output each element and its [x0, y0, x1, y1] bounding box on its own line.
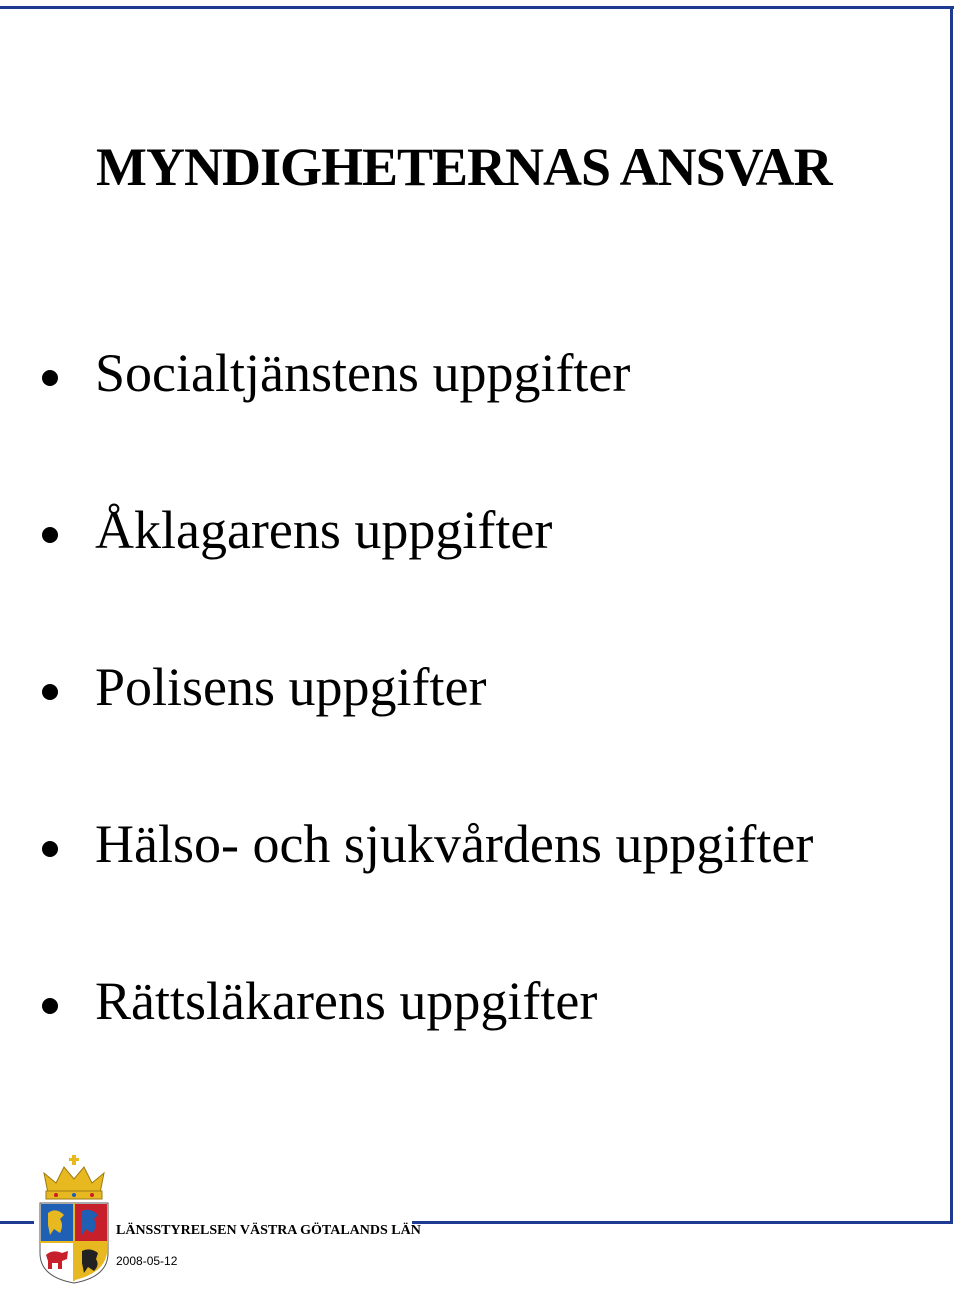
bullet-text: Hälso- och sjukvårdens uppgifter	[95, 814, 814, 874]
coat-of-arms-icon	[34, 1155, 114, 1285]
bullet-icon	[42, 527, 58, 543]
bullet-icon	[42, 841, 58, 857]
organization-name: LÄNSSTYRELSEN VÄSTRA GÖTALANDS LÄN	[116, 1223, 421, 1238]
slide-title: MYNDIGHETERNAS ANSVAR	[96, 137, 832, 197]
bullet-text: Socialtjänstens uppgifter	[95, 343, 631, 403]
bullet-icon	[42, 684, 58, 700]
bullet-icon	[42, 370, 58, 386]
bullet-text: Rättsläkarens uppgifter	[95, 971, 598, 1031]
frame-bottom-border-right	[412, 1221, 953, 1224]
frame-right-border	[950, 6, 953, 1224]
frame-top-border	[0, 6, 954, 9]
bullet-text: Polisens uppgifter	[95, 657, 487, 717]
bullet-text: Åklagarens uppgifter	[95, 500, 553, 560]
document-date: 2008-05-12	[116, 1254, 178, 1268]
bullet-icon	[42, 998, 58, 1014]
frame-bottom-border-left	[0, 1221, 34, 1224]
